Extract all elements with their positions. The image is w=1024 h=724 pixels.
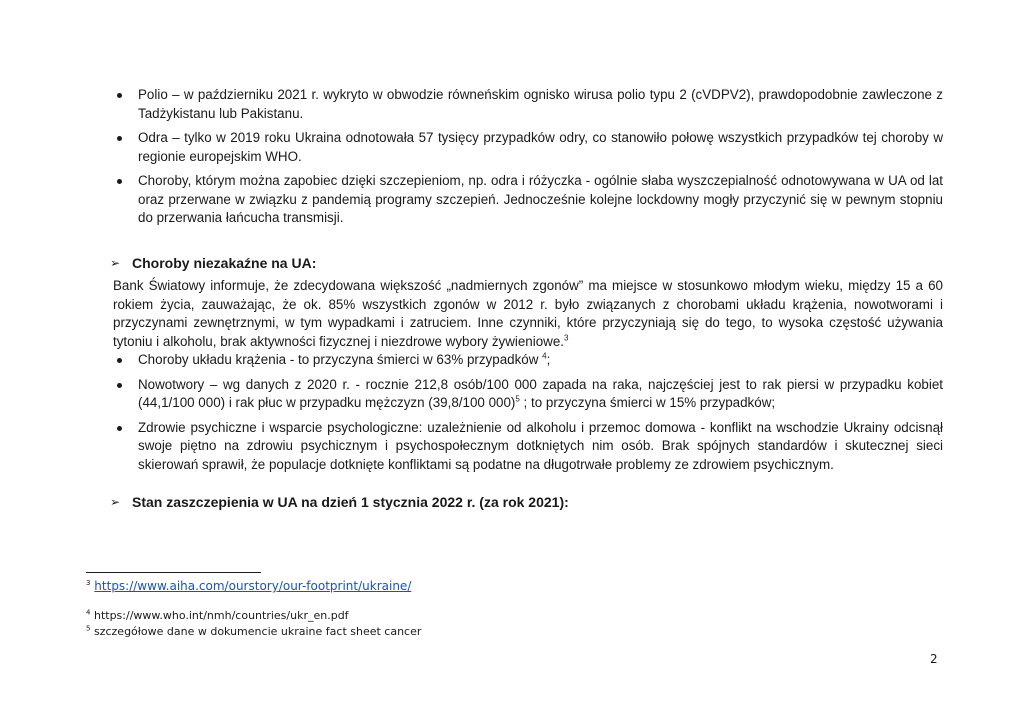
list-item [117,129,943,166]
paragraph-text: Bank Światowy informuje, że zdecydowana większość „nadmiernych zgonów” ma miejsce w stosunkowo młodym wieku, między 15 a 60 rokiem życia, zauważając, że ok. 85% wszystkich zgonów w 2012 r. było związanych z chorobami układu krążenia, nowotworami i przyczynami zewnętrznymi, w tym wypadkami i zatruciem. Inne czynniki, które przyczyniają się do tego, to wysoka częstość używania tytoniu i alkoholu, brak aktywności fizycznej i niezdrowe wybory żywieniowe. [113,278,943,349]
footnote-ref[interactable]: 5 [515,394,520,404]
footnote-text: https://www.who.int/nmh/countries/ukr_en.pdf [93,609,349,622]
list-item-text: Choroby, którym można zapobiec dzięki szczepieniom, np. odra i różyczka - ogólnie słaba wyszczepialność odnotowywana w UA od lat oraz przerwane w związku z pandemią programy szczepień. Jednocześnie kolejne lockdowny mogły przyczynić się w pewnym stopniu do przerwania łańcucha transmisji. [138,173,943,225]
bullet-list-top [117,86,943,234]
list-item [117,172,943,228]
list-item-tail: ; [546,352,551,367]
footnote-number: 5 [86,624,91,633]
footnote-3 [86,580,411,593]
list-item-text: Odra – tylko w 2019 roku Ukraina odnotowała 57 tysięcy przypadków odry, co stanowiło połowę wszystkich przypadków tej choroby w regionie europejskim WHO. [138,130,943,164]
list-item [117,376,943,413]
section-heading-noncommunicable [110,255,316,271]
footnote-text: szczegółowe dane w dokumencie ukraine fact sheet cancer [93,625,422,638]
arrow-right-icon: ➢ [110,256,121,270]
footnote-number: 3 [86,579,91,587]
body-paragraph [113,277,943,351]
arrow-right-icon: ➢ [110,495,121,509]
list-item [117,86,943,123]
section-heading-text: Choroby niezakaźne na UA: [132,255,317,271]
footnote-ref[interactable]: 4 [542,351,547,361]
footnote-link[interactable]: https://www.aiha.com/ourstory/our-footprint/ukraine/ [94,579,412,593]
page-number: 2 [930,652,938,666]
footnote-5 [86,625,421,638]
footnote-4 [86,609,349,622]
list-item-tail: ; to przyczyna śmierci w 15% przypadków; [519,395,776,410]
section-heading-vaccination [110,494,569,510]
footnote-number: 4 [86,608,91,617]
list-item-text: Polio – w październiku 2021 r. wykryto w obwodzie równeńskim ognisko wirusa polio typu 2 (cVDPV2), prawdopodobnie zawleczone z Tadżykistanu lub Pakistanu. [138,87,943,121]
section-heading-text: Stan zaszczepienia w UA na dzień 1 stycznia 2022 r. (za rok 2021): [132,494,569,510]
bullet-dot-icon [117,179,122,184]
list-item-text: Choroby układu krążenia - to przyczyna śmierci w 63% przypadków [138,352,543,367]
bullet-dot-icon [117,136,122,141]
list-item [117,351,943,370]
bullet-dot-icon [117,426,122,431]
bullet-dot-icon [117,93,122,98]
list-item-text: Nowotwory – wg danych z 2020 r. - rocznie 212,8 osób/100 000 zapada na raka, najczęściej jest to rak piersi w przypadku kobiet (44,1/100 000) i rak płuc w przypadku mężczyzn (39,8/100 000) [138,376,943,410]
bullet-dot-icon [117,358,122,363]
footnote-ref[interactable]: 3 [564,333,569,343]
footnote-separator [86,572,261,573]
bullet-list-noncommunicable [117,351,943,480]
list-item-text: Zdrowie psychiczne i wsparcie psychologiczne: uzależnienie od alkoholu i przemoc domowa - konflikt na wschodzie Ukrainy odcisnął swoje piętno na zdrowiu psychicznym i psychospołecznym dotkniętych nim osób. Brak spójnych standardów i skutecznej sieci skierowań sprawił, że populacje dotknięte konfliktami są podatne na długotrwałe problemy ze zdrowiem psychicznym. [138,419,943,472]
list-item [117,419,943,475]
bullet-dot-icon [117,383,122,388]
